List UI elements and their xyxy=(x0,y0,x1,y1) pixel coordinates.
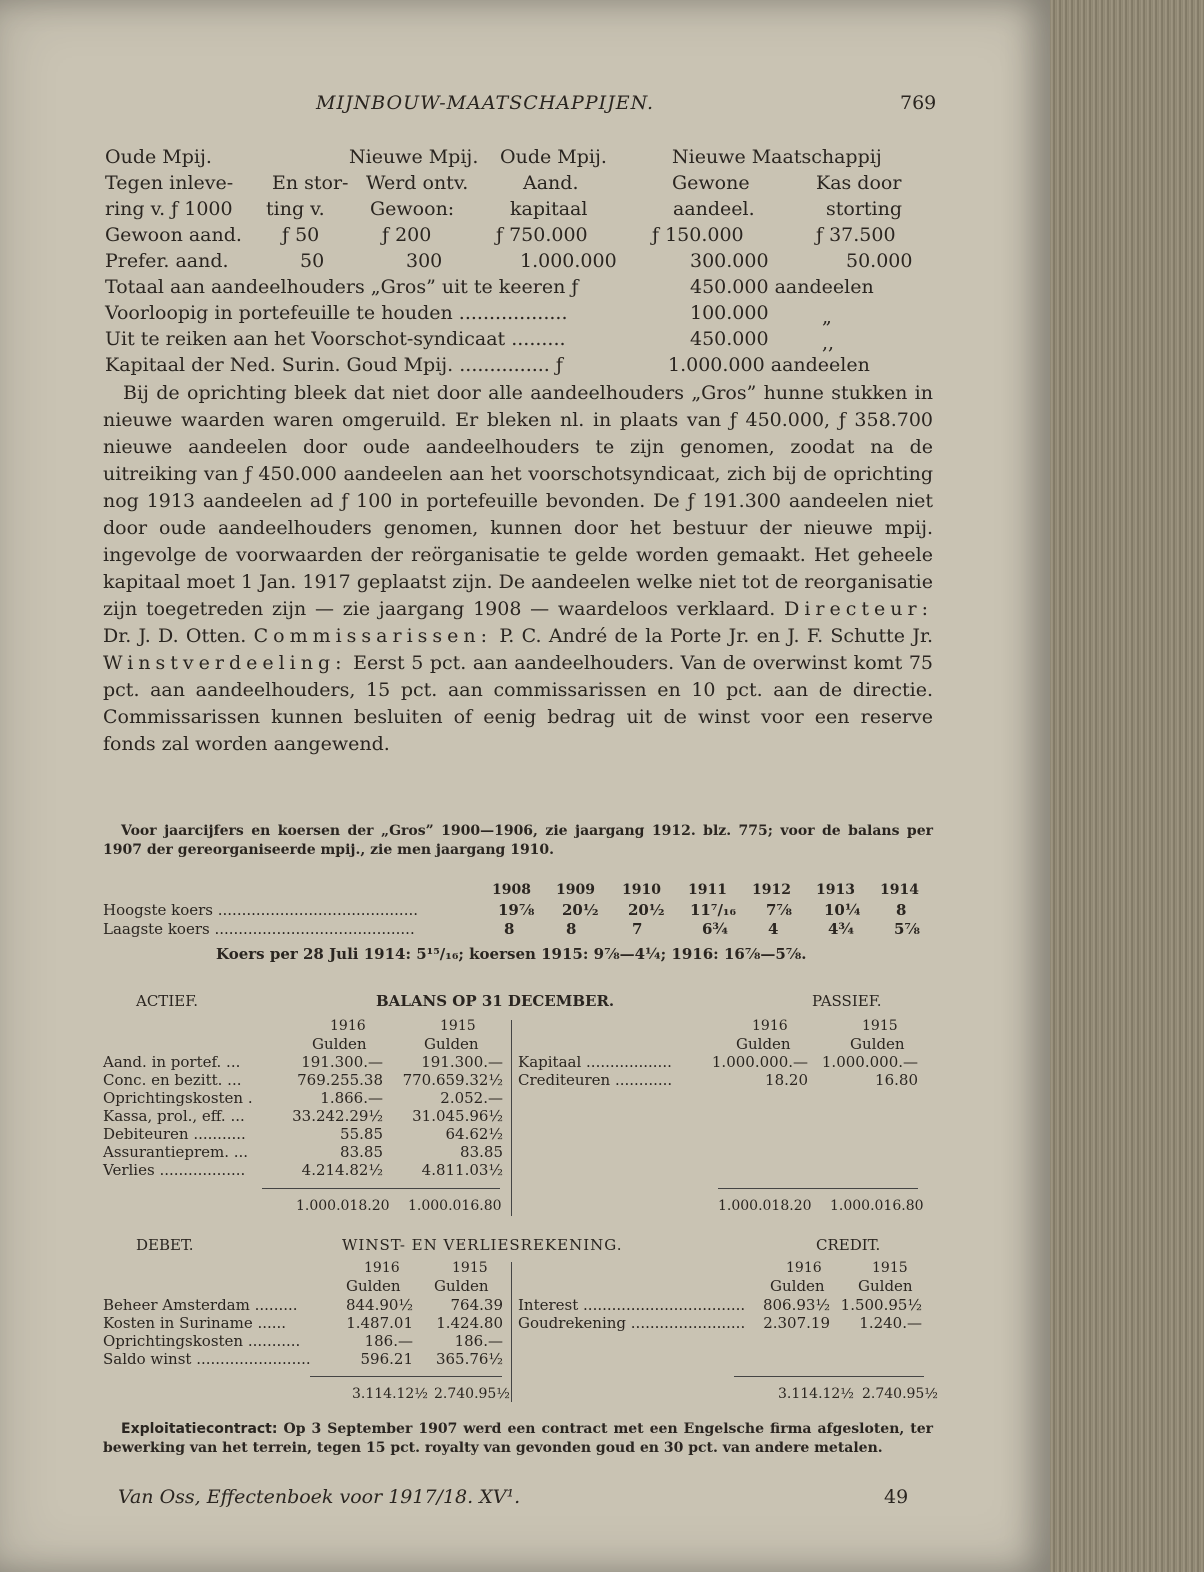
year-header: 1913 xyxy=(816,882,855,898)
actief-total-1916: 1.000.018.20 xyxy=(296,1198,390,1214)
year-header: 1915 xyxy=(452,1260,488,1276)
unit-header: Gulden xyxy=(850,1035,905,1053)
cell: 4¾ xyxy=(828,920,855,938)
row-label: Prefer. aand. xyxy=(105,250,229,272)
ditto-mark: ,, xyxy=(822,332,835,354)
cell: 1.240.— xyxy=(859,1314,922,1332)
cell: ƒ 750.000 xyxy=(496,224,588,246)
table-row xyxy=(103,1332,503,1350)
col-header: Aand. xyxy=(523,172,579,194)
unit-header: Gulden xyxy=(346,1277,401,1295)
row-label: Oprichtingskosten . xyxy=(103,1089,253,1107)
cell: 4 xyxy=(768,920,779,938)
row-label: Kosten in Suriname ...... xyxy=(103,1314,287,1332)
table-row xyxy=(103,1125,503,1143)
col-header: storting xyxy=(826,198,903,220)
cell: 1.500.95½ xyxy=(840,1296,922,1314)
total-value: 450.000 aandeelen xyxy=(690,276,874,298)
hoogste-label: Hoogste koers .......................................... xyxy=(103,901,419,919)
table-row xyxy=(103,1314,503,1332)
year-header: 1912 xyxy=(752,882,791,898)
passief-rows xyxy=(518,1053,918,1089)
col-header: Oude Mpij. xyxy=(105,146,212,168)
body-paragraph xyxy=(103,380,933,758)
cell: 7⅞ xyxy=(766,901,792,919)
row-label: Aand. in portef. ... xyxy=(103,1053,241,1071)
row-label: Verlies .................. xyxy=(103,1161,246,1179)
cell: 186.— xyxy=(364,1332,413,1350)
col-header: En stor- xyxy=(272,172,349,194)
cell: 300 xyxy=(406,250,443,272)
exploitatie-text: Op 3 September 1907 werd een contract met een Engelsche firma afgesloten, ter bewerking van het terrein, tegen 15 pct. royalty van gevonden goud en 30 pct. van andere metalen. xyxy=(103,1421,934,1456)
cell: 8 xyxy=(566,920,577,938)
cell: 4.214.82½ xyxy=(301,1161,383,1179)
unit-header: Gulden xyxy=(770,1277,825,1295)
col-header: ting v. xyxy=(266,198,325,220)
cell: 19⅞ xyxy=(498,901,535,919)
cell: 4.811.03½ xyxy=(421,1161,503,1179)
cell: 83.85 xyxy=(340,1143,383,1161)
credit-label: CREDIT. xyxy=(816,1236,881,1254)
cell: 806.93½ xyxy=(762,1296,830,1314)
commissarissen-label: Commissarissen: xyxy=(253,625,493,647)
cell: 2.307.19 xyxy=(763,1314,830,1332)
cell: 191.300.— xyxy=(301,1053,383,1071)
cell: 1.000.000.— xyxy=(821,1053,918,1071)
total-label: Uit te reiken aan het Voorschot-syndicaat ......... xyxy=(105,328,566,350)
passief-label: PASSIEF. xyxy=(812,992,882,1010)
row-label: Assurantieprem. ... xyxy=(103,1143,249,1161)
cell: 33.242.29½ xyxy=(292,1107,383,1125)
unit-header: Gulden xyxy=(434,1277,489,1295)
cell: 50.000 xyxy=(846,250,913,272)
cell: 1.000.000 xyxy=(520,250,617,272)
row-label: Interest .................................. xyxy=(518,1296,746,1314)
credit-total-1915: 2.740.95½ xyxy=(862,1386,938,1402)
col-header: Nieuwe Maatschappij xyxy=(672,146,882,168)
cell: 55.85 xyxy=(340,1125,383,1143)
row-label: Conc. en bezitt. ... xyxy=(103,1071,242,1089)
unit-header: Gulden xyxy=(424,1035,479,1053)
total-rule xyxy=(262,1188,500,1189)
total-value: 1.000.000 aandeelen xyxy=(668,354,870,376)
row-label: Oprichtingskosten ........... xyxy=(103,1332,301,1350)
year-header: 1916 xyxy=(786,1260,822,1276)
commissarissen-names: P. C. André de la Porte Jr. en J. F. Schutte Jr. xyxy=(499,625,933,647)
exploitatie-label: Exploitatiecontract: xyxy=(121,1421,278,1437)
cell: ƒ 150.000 xyxy=(652,224,744,246)
column-divider xyxy=(511,1262,512,1402)
row-label: Debiteuren ........... xyxy=(103,1125,246,1143)
credit-total-1916: 3.114.12½ xyxy=(778,1386,854,1402)
row-label: Kassa, prol., eff. ... xyxy=(103,1107,245,1125)
debet-rows xyxy=(103,1296,503,1368)
total-label: Kapitaal der Ned. Surin. Goud Mpij. ............... ƒ xyxy=(105,354,563,376)
table-row xyxy=(103,1089,503,1107)
cell: 7 xyxy=(632,920,643,938)
total-label: Voorloopig in portefeuille te houden .................. xyxy=(105,302,568,324)
cell: ƒ 37.500 xyxy=(816,224,896,246)
actief-rows xyxy=(103,1053,503,1179)
cell: 16.80 xyxy=(875,1071,918,1089)
footer-sheet-number: 49 xyxy=(884,1486,909,1508)
col-header: Werd ontv. xyxy=(366,172,469,194)
directeur-name: Dr. J. D. Otten. xyxy=(103,625,247,647)
debet-total-1915: 2.740.95½ xyxy=(434,1386,510,1402)
balans-title: BALANS OP 31 DECEMBER. xyxy=(376,992,615,1010)
cell: 764.39 xyxy=(450,1296,503,1314)
total-value: 450.000 xyxy=(690,328,769,350)
body-text: Bij de oprichting bleek dat niet door alle aandeelhouders „Gros” hunne stukken in nieuwe waarden waren omgeruild. Er bleken nl. in plaats van ƒ 450.000, ƒ 358.700 nieuwe aandeelen door oude aandeelhouders te zijn genomen, zoodat na de uitreiking van ƒ 450.000 aandeelen aan het voorschotsyndicaat, zich bij de oprichting nog 1913 aandeelen ad ƒ 100 in portefeuille bevonden. De ƒ 191.300 aandeelen niet door oude aandeelhouders genomen, kunnen door het bestuur der nieuwe mpij. ingevolge de voorwaarden der reörganisatie te gelde worden gemaakt. Het geheele kapitaal moet 1 Jan. 1917 geplaatst zijn. De aandeelen welke niet tot de reorganisatie zijn toegetreden zijn — zie jaargang 1908 — waardeloos verklaard. xyxy=(103,382,933,620)
cell: 20½ xyxy=(628,901,665,919)
debet-total-1916: 3.114.12½ xyxy=(352,1386,428,1402)
cell: 18.20 xyxy=(765,1071,808,1089)
row-label: Gewoon aand. xyxy=(105,224,242,246)
table-row xyxy=(518,1314,922,1332)
cell: 191.300.— xyxy=(421,1053,503,1071)
cell: 1.000.000.— xyxy=(711,1053,808,1071)
winstverdeeling-text: Eerst 5 pct. aan aandeelhouders. Van de overwinst komt 75 pct. aan aandeelhouders, 15 pct. aan commissarissen en 10 pct. aan de directie. Commissarissen kunnen besluiten of eenig bedrag uit de winst voor een reserve fonds zal worden aangewend. xyxy=(103,652,933,755)
passief-total-1915: 1.000.016.80 xyxy=(830,1198,924,1214)
cell: 5⅞ xyxy=(894,920,920,938)
unit-header: Gulden xyxy=(736,1035,791,1053)
cell: 64.62½ xyxy=(445,1125,503,1143)
col-header: Gewone xyxy=(672,172,750,194)
col-header: Oude Mpij. xyxy=(500,146,607,168)
cell: 844.90½ xyxy=(345,1296,413,1314)
cell: 10¼ xyxy=(824,901,861,919)
total-value: 100.000 xyxy=(690,302,769,324)
year-header: 1908 xyxy=(492,882,531,898)
col-header: Tegen inleve- xyxy=(105,172,234,194)
table-row xyxy=(518,1053,918,1071)
table-row xyxy=(103,1350,503,1368)
cell: 20½ xyxy=(562,901,599,919)
column-divider xyxy=(511,1020,512,1216)
col-header: kapitaal xyxy=(510,198,588,220)
book-page-edges xyxy=(1050,0,1204,1572)
year-header: 1916 xyxy=(364,1260,400,1276)
col-header: Gewoon: xyxy=(370,198,455,220)
total-rule xyxy=(718,1188,918,1189)
cell: 300.000 xyxy=(690,250,769,272)
year-header: 1909 xyxy=(556,882,595,898)
cell: 186.— xyxy=(454,1332,503,1350)
total-label: Totaal aan aandeelhouders „Gros” uit te keeren ƒ xyxy=(105,276,579,298)
row-label: Goudrekening ........................ xyxy=(518,1314,746,1332)
cell: 1.866.— xyxy=(320,1089,383,1107)
table-row xyxy=(103,1143,503,1161)
ditto-mark: „ xyxy=(822,306,832,328)
row-label: Crediteuren ............ xyxy=(518,1071,673,1089)
cell: 6¾ xyxy=(702,920,729,938)
exploitatie-paragraph xyxy=(103,1420,933,1458)
cell: 8 xyxy=(896,901,907,919)
footer-citation: Van Oss, Effectenboek voor 1917/18. XV¹. xyxy=(118,1486,521,1508)
jaarcijfers-note: Voor jaarcijfers en koersen der „Gros” 1900—1906, zie jaargang 1912. blz. 775; voor de balans per 1907 der gereorganiseerde mpij., zie men jaargang 1910. xyxy=(103,823,933,858)
total-rule xyxy=(734,1376,924,1377)
cell: 50 xyxy=(300,250,325,272)
unit-header: Gulden xyxy=(312,1035,367,1053)
cell: 365.76½ xyxy=(435,1350,503,1368)
page-number: 769 xyxy=(900,92,937,114)
actief-total-1915: 1.000.016.80 xyxy=(408,1198,502,1214)
cell: 1.487.01 xyxy=(346,1314,413,1332)
cell: 1.424.80 xyxy=(436,1314,503,1332)
laagste-label: Laagste koers .......................................... xyxy=(103,920,415,938)
winst-verlies-title: WINST- EN VERLIESREKENING. xyxy=(342,1236,623,1254)
koers-footer: Koers per 28 Juli 1914: 5¹⁵/₁₆; koersen 1915: 9⅞—4¼; 1916: 16⅞—5⅞. xyxy=(216,945,807,963)
table-row xyxy=(518,1296,922,1314)
row-label: Kapitaal .................. xyxy=(518,1053,672,1071)
col-header: ring v. ƒ 1000 xyxy=(105,198,233,220)
cell: 11⁷/₁₆ xyxy=(690,901,737,919)
year-header: 1916 xyxy=(330,1018,366,1034)
year-header: 1910 xyxy=(622,882,661,898)
col-header: Kas door xyxy=(816,172,902,194)
cell: 8 xyxy=(504,920,515,938)
row-label: Saldo winst ........................ xyxy=(103,1350,311,1368)
cell: 31.045.96½ xyxy=(412,1107,503,1125)
running-header: MIJNBOUW-MAATSCHAPPIJEN. xyxy=(316,92,655,114)
table-row xyxy=(518,1071,918,1089)
winstverdeeling-label: Winstverdeeling: xyxy=(103,652,347,674)
table-row xyxy=(103,1053,503,1071)
year-header: 1911 xyxy=(688,882,727,898)
actief-label: ACTIEF. xyxy=(136,992,199,1010)
total-rule xyxy=(310,1376,502,1377)
table-row xyxy=(103,1107,503,1125)
cell: 596.21 xyxy=(360,1350,413,1368)
year-header: 1915 xyxy=(862,1018,898,1034)
passief-total-1916: 1.000.018.20 xyxy=(718,1198,812,1214)
col-header: Nieuwe Mpij. xyxy=(349,146,479,168)
credit-rows xyxy=(518,1296,922,1332)
cell: 83.85 xyxy=(460,1143,503,1161)
year-header: 1914 xyxy=(880,882,919,898)
unit-header: Gulden xyxy=(858,1277,913,1295)
cell: ƒ 50 xyxy=(282,224,320,246)
year-header: 1916 xyxy=(752,1018,788,1034)
year-header: 1915 xyxy=(440,1018,476,1034)
cell: 770.659.32½ xyxy=(402,1071,503,1089)
table-row xyxy=(103,1071,503,1089)
directeur-label: Directeur: xyxy=(784,598,933,620)
debet-label: DEBET. xyxy=(136,1236,194,1254)
table-row xyxy=(103,1296,503,1314)
cell: 769.255.38 xyxy=(297,1071,383,1089)
table-row xyxy=(103,1161,503,1179)
year-header: 1915 xyxy=(872,1260,908,1276)
cell: ƒ 200 xyxy=(382,224,432,246)
row-label: Beheer Amsterdam ......... xyxy=(103,1296,298,1314)
col-header: aandeel. xyxy=(673,198,755,220)
cell: 2.052.— xyxy=(440,1089,503,1107)
